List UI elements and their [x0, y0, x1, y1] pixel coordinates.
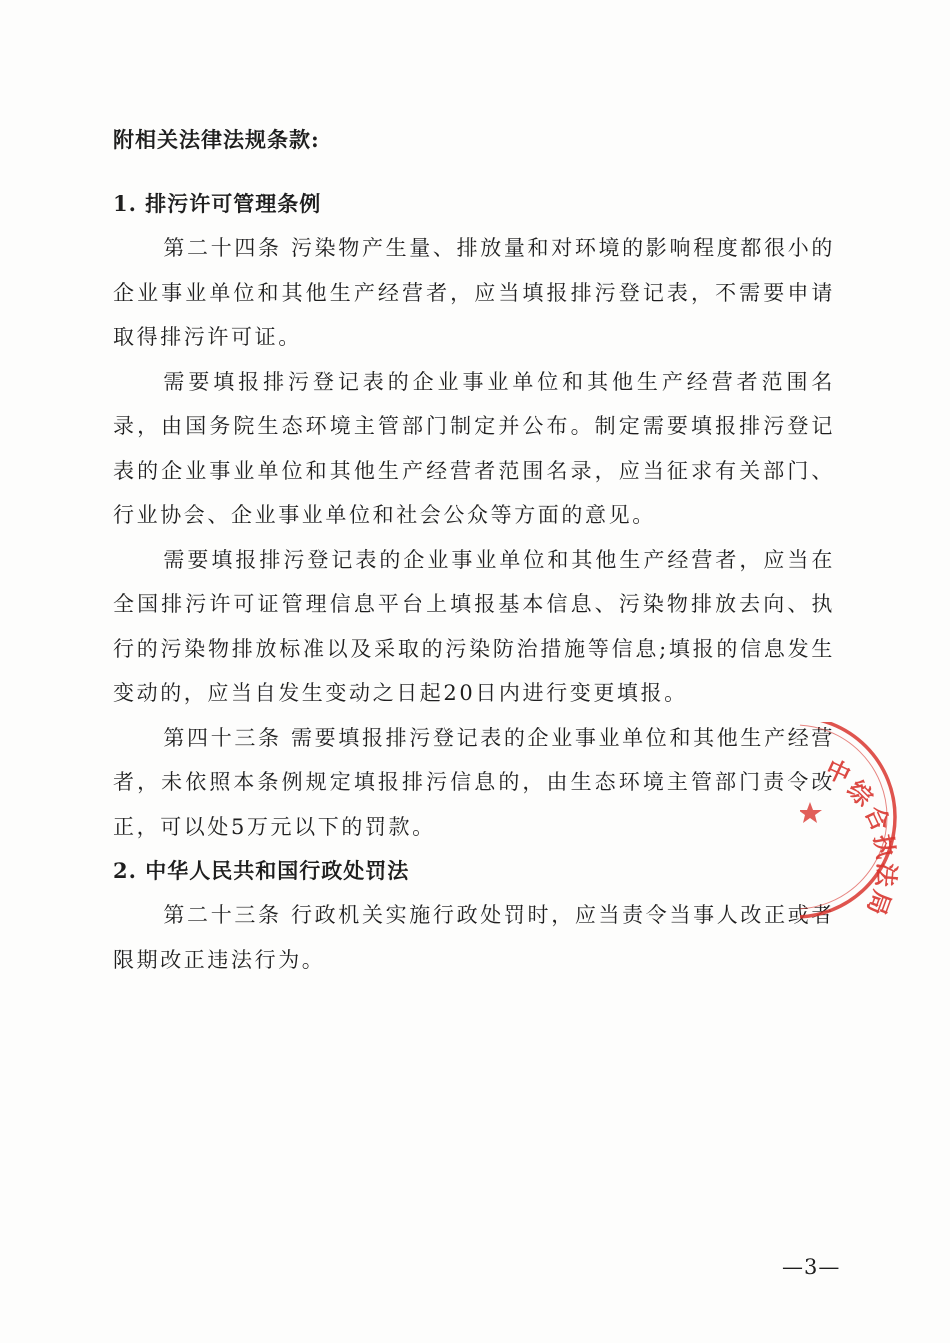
svg-text:合: 合: [859, 801, 896, 836]
svg-text:综: 综: [841, 774, 880, 813]
section-1-paragraph-2: 需要填报排污登记表的企业事业单位和其他生产经营者范围名录，由国务院生态环境主管部门制定并公布。制定需要填报排污登记表的企业事业单位和其他生产经营者范围名录，应当征求有关部门、行业协会、企业事业单位和社会公众等方面的意见。: [113, 369, 835, 527]
svg-text:法: 法: [870, 861, 902, 888]
svg-text:中: 中: [821, 753, 856, 790]
section-1-paragraph-3: 需要填报排污登记表的企业事业单位和其他生产经营者，应当在全国排污许可证管理信息平台上填报基本信息、污染物排放去向、执行的污染物排放标准以及采取的污染防治措施等信息;填报的信息发生变动的，应当自发生变动之日起20日内进行变更填报。: [113, 547, 835, 705]
document-content: [113, 118, 835, 982]
section-1-paragraph-1: 第二十四条 污染物产生量、排放量和对环境的影响程度都很小的企业事业单位和其他生产经营者，应当填报排污登记表，不需要申请取得排污许可证。: [113, 236, 835, 349]
section-1-paragraph-4: 第四十三条 需要填报排污登记表的企业事业单位和其他生产经营者，未依照本条例规定填报排污信息的，由生态环境主管部门责令改正，可以处5万元以下的罚款。: [113, 725, 835, 839]
page-number: —3—: [782, 1255, 841, 1279]
svg-text:执: 执: [868, 832, 902, 861]
section-1-heading: 1. 排污许可管理条例: [113, 191, 322, 216]
section-2-paragraph-1: 第二十三条 行政机关实施行政处罚时，应当责令当事人改正或者限期改正违法行为。: [113, 903, 835, 972]
document-title: 附相关法律法规条款:: [113, 127, 320, 152]
section-2-heading: 2. 中华人民共和国行政处罚法: [113, 858, 410, 883]
svg-text:局: 局: [861, 886, 898, 920]
